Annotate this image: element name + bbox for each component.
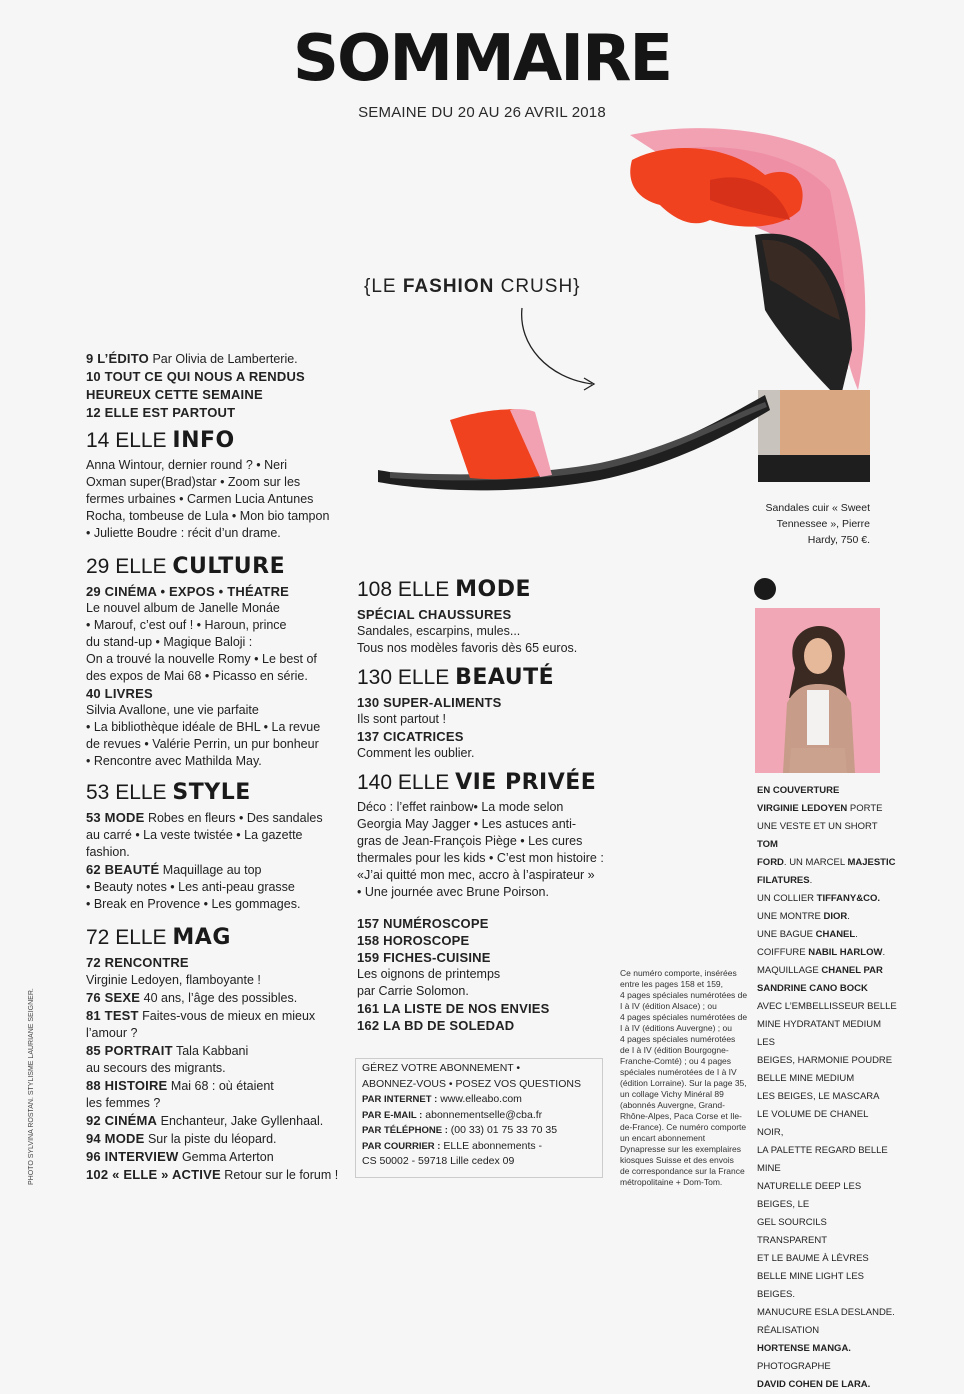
section-number: 108 ELLE <box>357 578 456 601</box>
extra-entry[interactable]: 162 LA BD DE SOLEDAD <box>357 1018 515 1033</box>
inserts-line: un collage Vichy Minéral 89 <box>620 1089 724 1099</box>
inserts-line: 4 pages spéciales numérotées <box>620 1034 736 1044</box>
entry-text: les femmes ? <box>86 1096 161 1110</box>
info-line: Oxman super(Brad)star • Zoom sur les <box>86 475 301 489</box>
cover-credit-text: UN COLLIER <box>757 893 817 904</box>
cover-credit-text: . <box>847 911 850 922</box>
cover-credit-text: PHOTOGRAPHE <box>757 1361 831 1372</box>
inserts-line: un encart abonnement <box>620 1133 706 1143</box>
section-heading-style[interactable] <box>86 778 351 807</box>
vie-line: • Une journée avec Brune Poirson. <box>357 885 549 899</box>
cover-credit-text: . <box>809 875 813 886</box>
subscribe-line: GÉREZ VOTRE ABONNEMENT • <box>362 1062 521 1074</box>
info-line: Anna Wintour, dernier round ? • Neri <box>86 458 288 472</box>
mag-entry <box>86 1060 351 1077</box>
cover-credit-text: UNE BAGUE <box>757 929 816 940</box>
culture-line: • Rencontre avec Mathilda May. <box>86 754 262 768</box>
email-address: abonnementselle@cba.fr <box>422 1108 543 1121</box>
entry-number: 10 TOUT CE QUI NOUS A RENDUS <box>86 369 305 384</box>
internet-url: www.elleabo.com <box>437 1093 522 1105</box>
cover-credit-text: . <box>855 929 858 940</box>
section-name: VIE PRIVÉE <box>455 770 597 795</box>
subscribe-email[interactable] <box>362 1108 596 1124</box>
mag-entry[interactable] <box>86 1112 351 1130</box>
culture-line: de revues • Valérie Perrin, un pur bonheur <box>86 737 319 751</box>
entry-text: Robes en fleurs • Des sandales <box>144 811 323 825</box>
entry-text: Par Olivia de Lamberterie. <box>148 352 298 366</box>
entry-number: 96 INTERVIEW <box>86 1149 179 1164</box>
mag-entry[interactable] <box>86 1042 351 1060</box>
info-line: • Juliette Boudre : récit d’un drame. <box>86 526 281 540</box>
vie-line: «J’ai quitté mon mec, accro à l’aspirateur » <box>357 868 595 882</box>
entry-number: 102 « ELLE » ACTIVE <box>86 1167 221 1182</box>
mail-address-line2: CS 50002 - 59718 Lille cedex 09 <box>362 1155 515 1167</box>
entry-text: Gemma Arterton <box>178 1150 274 1164</box>
entry-number: 85 PORTRAIT <box>86 1043 173 1058</box>
inserts-line: I à IV (édition Alsace) ; ou <box>620 1001 717 1011</box>
extra-line: Les oignons de printemps <box>357 967 501 981</box>
entry-number: HEUREUX CETTE SEMAINE <box>86 387 263 402</box>
bullet-dot-icon <box>754 578 776 600</box>
cover-credit-text: BELLE MINE LIGHT LES BEIGES. <box>757 1271 865 1300</box>
cover-credit-text: BELLE MINE MEDIUM <box>757 1073 855 1084</box>
cover-credit-name: VIRGINIE LEDOYEN <box>757 803 848 814</box>
cover-credit-text: MINE HYDRATANT MEDIUM LES <box>757 1019 882 1048</box>
cover-credit-name: DAVID COHEN DE LARA. <box>757 1379 871 1390</box>
subscription-box <box>355 1058 603 1178</box>
mode-line: Tous nos modèles favoris dès 65 euros. <box>357 641 578 655</box>
inserts-line: I à IV (éditions Auvergne) ; ou <box>620 1023 732 1033</box>
beaute-line: Ils sont partout ! <box>357 712 446 726</box>
cover-credit-text: LA PALETTE REGARD BELLE MINE <box>757 1145 888 1174</box>
cover-heading: EN COUVERTURE <box>757 785 840 796</box>
culture-line: des expos de Mai 68 • Picasso en série. <box>86 669 308 683</box>
cover-credit-text: LES BEIGES, LE MASCARA <box>757 1091 880 1102</box>
section-name: CULTURE <box>172 554 286 579</box>
subscribe-mail <box>362 1139 596 1155</box>
cover-credit-text: NATURELLE DEEP LES BEIGES, LE <box>757 1181 862 1210</box>
section-name: BEAUTÉ <box>455 665 555 690</box>
style-line: au carré • La veste twistée • La gazette <box>86 828 303 842</box>
cover-credit-text: PORTE <box>847 803 883 814</box>
cover-credit-name: TIFFANY&CO. <box>816 893 880 904</box>
cover-credit-name: DIOR <box>823 911 848 922</box>
cover-credit-text: UNE MONTRE <box>757 911 824 922</box>
cover-credit-text: . UN MARCEL <box>783 857 848 868</box>
entry-number: 76 SEXE <box>86 990 141 1005</box>
cover-credit-name: SANDRINE CANO BOCK <box>757 983 868 994</box>
mag-entry <box>86 972 351 989</box>
subscribe-line: ABONNEZ-VOUS • POSEZ VOS QUESTIONS <box>362 1077 581 1090</box>
section-number: 29 ELLE <box>86 555 173 578</box>
inserts-line: Rhône-Alpes, Paca Corse et Ile- <box>620 1111 742 1121</box>
cover-photo <box>755 608 880 773</box>
issue-date: SEMAINE DU 20 AU 26 AVRIL 2018 <box>358 104 606 121</box>
mag-entry[interactable] <box>86 1007 351 1025</box>
cover-credit-name: FORD <box>757 857 784 868</box>
vie-line: thermales pour les kids • C’est mon histoire : <box>357 851 604 865</box>
inserts-line: de correspondance sur la France <box>620 1166 745 1176</box>
mode-line: Sandales, escarpins, mules... <box>357 624 521 638</box>
culture-line: • Marouf, c’est ouf ! • Haroun, prince <box>86 618 287 632</box>
style-entry[interactable] <box>86 861 351 879</box>
entry-number: 88 HISTOIRE <box>86 1078 168 1093</box>
entry-text: Retour sur le forum ! <box>220 1168 339 1182</box>
section-heading-beaute[interactable] <box>357 663 617 692</box>
crush-bold: FASHION <box>402 276 495 297</box>
entry-text: Maquillage au top <box>159 863 262 877</box>
culture-line: Silvia Avallone, une vie parfaite <box>86 703 259 717</box>
inserts-line: métropolitaine + Dom-Tom. <box>620 1177 723 1187</box>
entry-number: 62 BEAUTÉ <box>86 862 160 877</box>
entry-text: au secours des migrants. <box>86 1061 226 1075</box>
subsection-title[interactable]: 137 CICATRICES <box>357 729 464 744</box>
middle-column <box>357 575 617 1034</box>
mag-entry[interactable] <box>86 1166 351 1184</box>
crush-open: {LE <box>364 276 403 297</box>
entry-number: 92 CINÉMA <box>86 1113 158 1128</box>
entry-text: Virginie Ledoyen, flamboyante ! <box>86 973 261 987</box>
culture-line: Le nouvel album de Janelle Monáe <box>86 601 280 615</box>
vie-line: gras de Jean-François Piège • Les cures <box>357 834 583 848</box>
section-number: 140 ELLE <box>357 771 456 794</box>
crush-close: CRUSH} <box>494 276 581 297</box>
section-heading-info[interactable] <box>86 426 351 455</box>
page-title: SOMMAIRE <box>292 22 672 96</box>
style-entry[interactable] <box>86 809 351 827</box>
section-name: MODE <box>455 577 531 602</box>
cover-credit-name: FILATURES <box>757 875 810 886</box>
inserts-line: Ce numéro comporte, insérées <box>620 968 737 978</box>
mag-entry <box>86 1095 351 1112</box>
section-heading-vie-privee[interactable] <box>357 768 617 797</box>
inserts-line: kiosques Suisse et des envois <box>620 1155 734 1165</box>
extra-entry[interactable]: 159 FICHES-CUISINE <box>357 950 491 965</box>
entry-text: Enchanteur, Jake Gyllenhaal. <box>157 1114 324 1128</box>
entry-number: 9 L’ÉDITO <box>86 351 149 366</box>
cover-credit-name: HORTENSE MANGA. <box>757 1343 851 1354</box>
section-number: 130 ELLE <box>357 666 456 689</box>
mag-entry[interactable] <box>86 954 351 972</box>
phone-number: (00 33) 01 75 33 70 35 <box>447 1124 558 1136</box>
info-line: fermes urbaines • Carmen Lucia Antunes <box>86 492 314 506</box>
entry-number: 53 MODE <box>86 810 145 825</box>
style-line: • Break en Provence • Les gommages. <box>86 897 301 911</box>
cover-credit-text: BEIGES, HARMONIE POUDRE <box>757 1055 893 1066</box>
section-number: 53 ELLE <box>86 781 173 804</box>
sandal-image <box>370 120 880 500</box>
cover-credit-text: UNE VESTE ET UN SHORT <box>757 821 878 832</box>
entry-text: Tala Kabbani <box>172 1044 249 1058</box>
subsection-title[interactable]: 130 SUPER-ALIMENTS <box>357 695 502 710</box>
cover-credits <box>757 782 897 1394</box>
section-heading-mag[interactable] <box>86 923 351 952</box>
entry-text: 40 ans, l’âge des possibles. <box>140 991 298 1005</box>
inserts-line: 4 pages spéciales numérotées de <box>620 990 748 1000</box>
mag-entry[interactable] <box>86 1130 351 1148</box>
cover-credit-name: CHANEL <box>815 929 856 940</box>
inserts-line: entre les pages 158 et 159, <box>620 979 724 989</box>
culture-line: On a trouvé la nouvelle Romy • Le best of <box>86 652 317 666</box>
mail-label: PAR COURRIER : <box>362 1140 441 1152</box>
entry-text: l’amour ? <box>86 1026 138 1040</box>
cover-credit-name: NABIL HARLOW <box>808 947 883 958</box>
section-name: INFO <box>172 428 235 453</box>
mail-address: ELLE abonnements - <box>440 1139 543 1152</box>
vie-line: Georgia May Jagger • Les astuces anti- <box>357 817 577 831</box>
toc-entry[interactable] <box>86 386 351 404</box>
cover-credit-name: MAJESTIC <box>847 857 896 868</box>
toc-entry[interactable] <box>86 350 351 368</box>
extra-line: par Carrie Solomon. <box>357 984 469 998</box>
mag-list <box>86 954 351 1184</box>
caption-line2: Tennessee », Pierre Hardy, 750 €. <box>776 518 870 546</box>
subscribe-internet[interactable] <box>362 1092 596 1108</box>
shoe-caption <box>760 500 870 548</box>
entry-text: Sur la piste du léopard. <box>144 1132 277 1146</box>
subsection-title[interactable]: SPÉCIAL CHAUSSURES <box>357 607 512 622</box>
entry-text: Mai 68 : où étaient <box>167 1079 274 1093</box>
mag-entry[interactable] <box>86 1077 351 1095</box>
inserts-line: 4 pages spéciales numérotées de <box>620 1012 748 1022</box>
section-number: 14 ELLE <box>86 429 173 452</box>
beaute-line: Comment les oublier. <box>357 746 475 760</box>
cover-credit-text: . <box>882 947 886 958</box>
inserts-line: (édition Lorraine). Sur la page 35, <box>620 1078 747 1088</box>
inserts-line: Dynapresse sur les exemplaires <box>620 1144 741 1154</box>
subsection-title[interactable]: 40 LIVRES <box>86 686 153 701</box>
info-line: Rocha, tombeuse de Lula • Mon bio tampon <box>86 509 330 523</box>
inserts-line: Franche-Comté) ; ou 4 pages <box>620 1056 732 1066</box>
cover-credit-text: MAQUILLAGE <box>757 965 822 976</box>
inserts-line: (abonnés Auvergne, Grand- <box>620 1100 725 1110</box>
section-name: STYLE <box>172 780 251 805</box>
inserts-line: de I à IV (édition Bourgogne- <box>620 1045 729 1055</box>
cover-credit-text: GEL SOURCILS TRANSPARENT <box>757 1217 828 1246</box>
photo-credit-text: PHOTO SYLVINA ROSTAN. STYLISME LAURIANE SEIGNER. <box>28 988 35 1185</box>
cover-credit-text: LE VOLUME DE CHANEL NOIR, <box>757 1109 869 1138</box>
cover-credit-name: CHANEL PAR <box>821 965 883 976</box>
extra-entry[interactable]: 157 NUMÉROSCOPE <box>357 916 489 931</box>
style-line: fashion. <box>86 845 130 859</box>
section-number: 72 ELLE <box>86 926 173 949</box>
inserts-note <box>620 968 750 1188</box>
toc-entry[interactable] <box>86 404 351 422</box>
cover-credit-text: COIFFURE <box>757 947 809 958</box>
extra-entry[interactable]: 158 HOROSCOPE <box>357 933 470 948</box>
email-label: PAR E-MAIL : <box>362 1109 423 1121</box>
mag-entry[interactable] <box>86 1148 351 1166</box>
phone-label: PAR TÉLÉPHONE : <box>362 1125 448 1136</box>
subscribe-phone[interactable] <box>362 1123 596 1139</box>
cover-credit-text: MANUCURE ESLA DESLANDE. <box>757 1307 895 1318</box>
left-column <box>86 350 351 1184</box>
inserts-line: de-France). Ce numéro comporte <box>620 1122 747 1132</box>
cover-credit-text: ET LE BAUME À LÈVRES <box>757 1253 869 1264</box>
cover-credit-text: RÉALISATION <box>757 1325 820 1336</box>
photo-credit <box>26 975 40 1185</box>
mag-entry <box>86 1025 351 1042</box>
cover-credit-text: AVEC L’EMBELLISSEUR BELLE <box>757 1001 897 1012</box>
entry-number: 72 RENCONTRE <box>86 955 189 970</box>
subsection-title[interactable]: 29 CINÉMA • EXPOS • THÉATRE <box>86 584 290 599</box>
section-heading-mode[interactable] <box>357 575 617 604</box>
entry-text: Faites-vous de mieux en mieux <box>138 1009 316 1023</box>
entry-number: 94 MODE <box>86 1131 145 1146</box>
cover-credit-name: TOM <box>757 839 778 850</box>
culture-line: • La bibliothèque idéale de BHL • La revue <box>86 720 321 734</box>
caption-line1: Sandales cuir « Sweet <box>765 502 870 514</box>
internet-label: PAR INTERNET : <box>362 1094 438 1105</box>
toc-entry[interactable] <box>86 368 351 386</box>
inserts-line: spéciales numérotées de I à IV <box>620 1067 737 1077</box>
extra-entry[interactable]: 161 LA LISTE DE NOS ENVIES <box>357 1001 550 1016</box>
entry-number: 81 TEST <box>86 1008 139 1023</box>
section-name: MAG <box>172 925 231 950</box>
section-heading-culture[interactable] <box>86 552 351 581</box>
culture-line: du stand-up • Magique Baloji : <box>86 635 253 649</box>
vie-line: Déco : l’effet rainbow• La mode selon <box>357 800 564 814</box>
entry-number: 12 ELLE EST PARTOUT <box>86 405 236 420</box>
mag-entry[interactable] <box>86 989 351 1007</box>
style-line: • Beauty notes • Les anti-peau grasse <box>86 880 295 894</box>
